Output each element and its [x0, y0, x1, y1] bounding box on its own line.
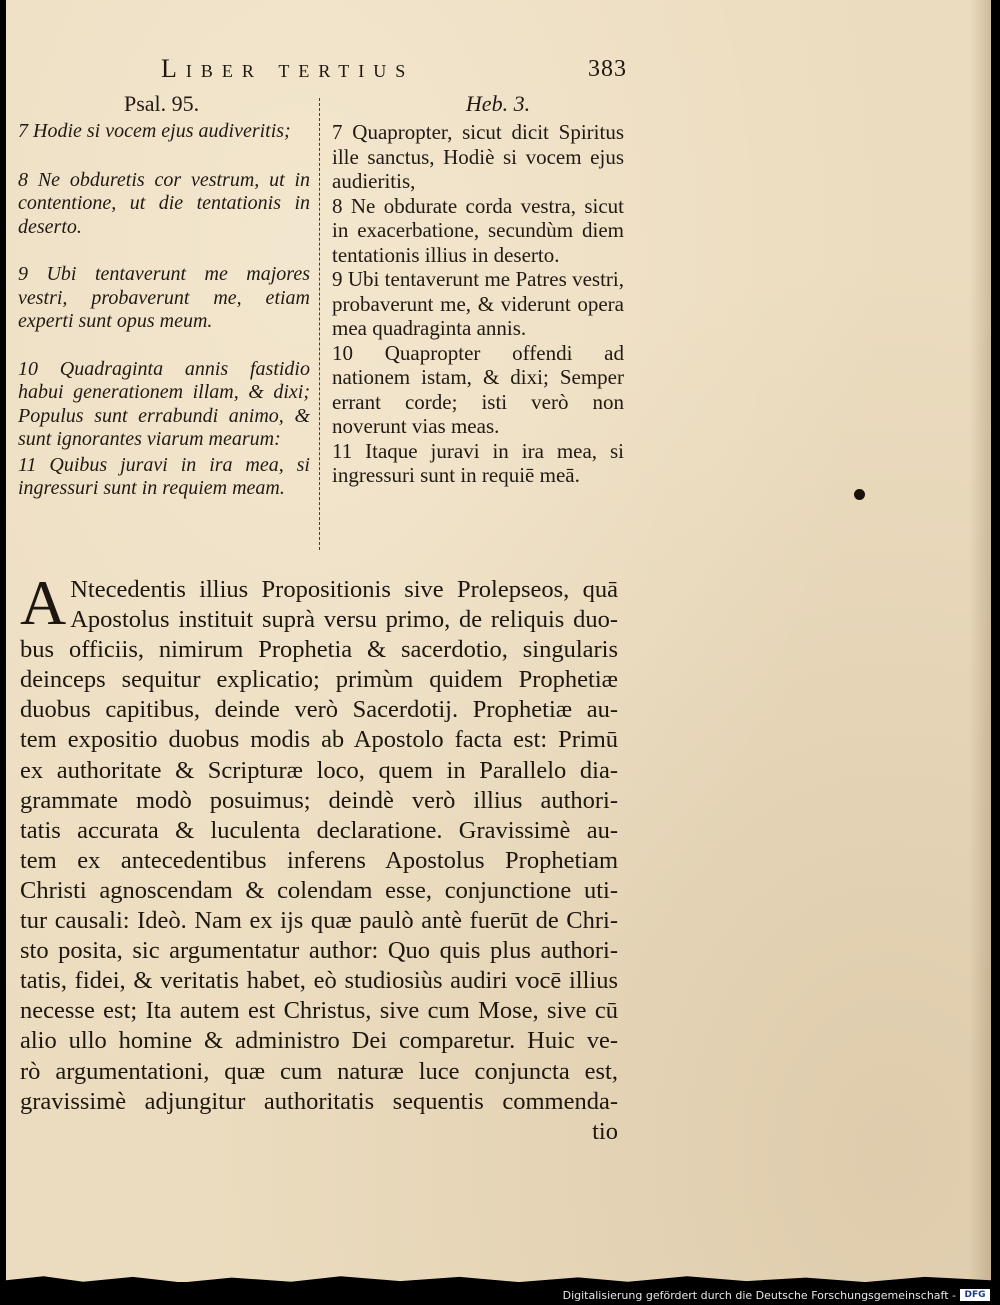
- body-line: Ntecedentis illius Propositionis sive Prolepseos, quā: [70, 576, 618, 603]
- hebrews-verse-7: 7 Quapropter, sicut dicit Spiritus ille sanctus, Hodiè si vocem ejus audieritis,: [332, 120, 624, 193]
- body-line: deinceps sequitur explicatio; primùm quidem Prophetiæ: [20, 666, 618, 694]
- body-line: rò argumentationi, quæ cum naturæ luce conjuncta est,: [20, 1057, 618, 1085]
- psalm-verse-8: 8 Ne obduretis cor vestrum, ut in contentione, ut die tentationis in deserto.: [18, 168, 310, 238]
- body-line: tem ex antecedentibus inferens Apostolus Prophetiam: [20, 846, 618, 874]
- catchword: tio: [592, 1117, 618, 1145]
- body-line: Christi agnoscendam & colendam esse, conjunctione uti-: [20, 876, 618, 904]
- body-line: gravissimè adjungitur authoritatis sequentis commenda-: [20, 1087, 618, 1115]
- psalm-verse-10: 10 Quadraginta annis fastidio habui generationem illam, & dixi; Populus sunt errabundi animo, & sunt ignorantes viarum mearum:: [18, 357, 310, 450]
- commentary-paragraph: [20, 567, 618, 1147]
- left-column-heading: Psal. 95.: [124, 91, 200, 116]
- body-line: tatis accurata & luculenta declaratione. Gravissimè au-: [20, 816, 618, 844]
- funding-credit: Digitalisierung gefördert durch die Deutsche Forschungsgemeinschaft -: [562, 1289, 956, 1302]
- running-header: [6, 54, 991, 94]
- body-line: sto posita, sic argumentatur author: Quo quis plus authori-: [20, 937, 618, 965]
- body-line: alio ullo homine & administro Dei comparetur. Huic ve-: [20, 1027, 618, 1055]
- body-line: grammate modò posuimus; deindè verò illius authori-: [20, 786, 618, 814]
- page-edge-shadow: [969, 0, 991, 1282]
- drop-cap-initial: A: [20, 567, 67, 638]
- body-line: bus officiis, nimirum Prophetia & sacerdotio, singularis: [20, 636, 618, 664]
- dfg-logo-icon: DFG: [960, 1289, 990, 1301]
- digitization-footer: [0, 1284, 1000, 1305]
- body-line: ex authoritate & Scripturæ loco, quem in Parallelo dia-: [20, 756, 618, 784]
- hebrews-verse-8: 8 Ne obdurate corda vestra, sicut in exacerbatione, secundùm diem tentationis illius in deserto.: [332, 193, 624, 267]
- body-line: tur causali: Ideò. Nam ex ijs quæ paulò antè fuerūt de Chri-: [20, 907, 618, 935]
- column-divider: [319, 98, 320, 550]
- body-line: duobus capitibus, deinde verò Sacerdotij. Prophetiæ au-: [20, 696, 618, 724]
- ink-spot: [854, 489, 865, 500]
- page-number: 383: [588, 56, 627, 82]
- running-title: Liber tertius: [161, 54, 415, 83]
- scanned-page: [6, 0, 991, 1282]
- right-column-hebrews: [332, 92, 624, 488]
- body-line: tem expositio duobus modis ab Apostolo facta est: Primū: [20, 726, 618, 754]
- left-column-psalm: [18, 92, 310, 501]
- hebrews-verse-10: 10 Quapropter offendi ad nationem istam, & dixi; Semper errant corde; isti verò non noverunt vias meas.: [332, 340, 624, 438]
- psalm-verse-7: 7 Hodie si vocem ejus audiveritis;: [18, 120, 291, 142]
- body-line: tatis, fidei, & veritatis habet, eò studiosiùs audiri vocē illius: [20, 967, 618, 995]
- hebrews-verse-9: 9 Ubi tentaverunt me Patres vestri, probaverunt me, & viderunt opera mea quadraginta annis.: [332, 267, 624, 340]
- psalm-verse-9: 9 Ubi tentaverunt me majores vestri, probaverunt me, etiam experti sunt opus meum.: [18, 263, 310, 332]
- torn-page-edge: [6, 1272, 991, 1282]
- hebrews-verse-11: 11 Itaque juravi in ira mea, si ingressuri sunt in requiē meā.: [332, 438, 624, 487]
- right-column-heading: Heb. 3.: [465, 91, 531, 116]
- body-line: necesse est; Ita autem est Christus, sive cum Mose, sive cū: [20, 997, 618, 1025]
- psalm-verse-11: 11 Quibus juravi in ira mea, si ingressuri sunt in requiem meam.: [18, 453, 310, 499]
- body-line: Apostolus instituit suprà versu primo, de reliquis duo-: [70, 606, 618, 634]
